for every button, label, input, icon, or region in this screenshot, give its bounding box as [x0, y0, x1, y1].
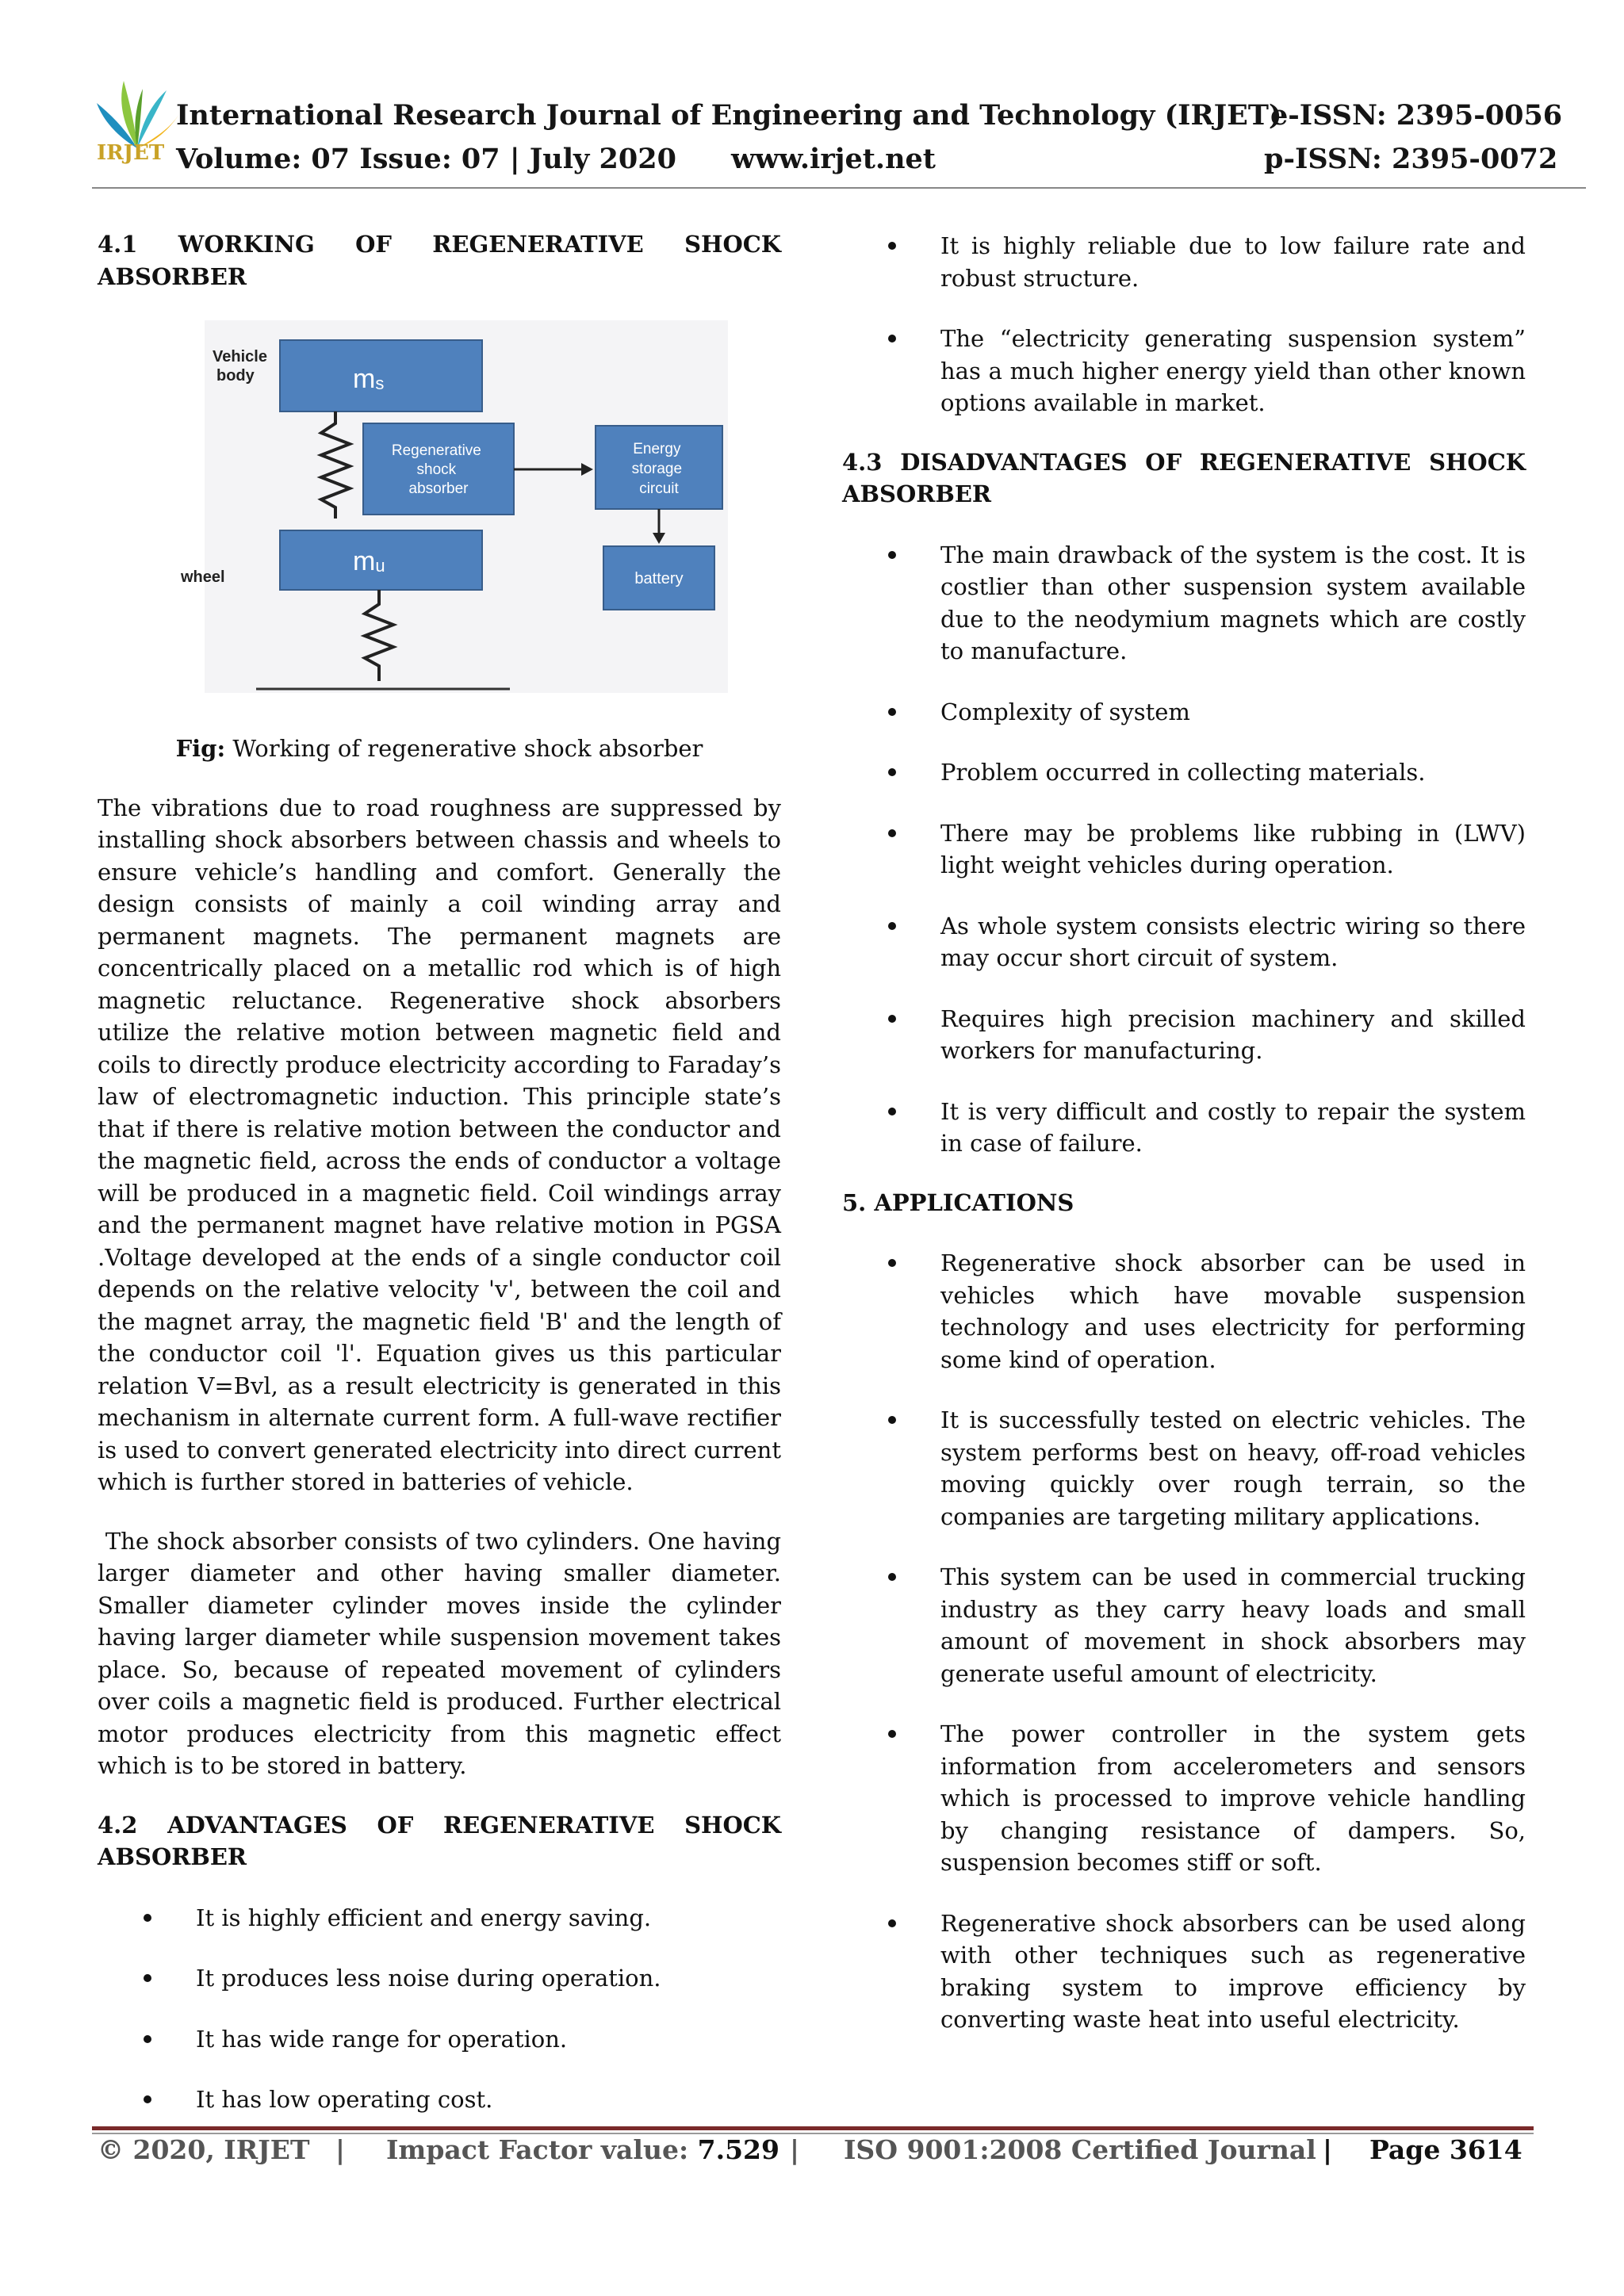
- logo-wordmark: IRJET: [97, 141, 165, 165]
- list-item: The power controller in the system gets information from accelerometers and sensors which is processed to improve vehicle handling by changing resistance of dampers. So, suspension becomes stiff or soft.: [842, 1718, 1526, 1879]
- caption-label: Fig:: [175, 735, 226, 762]
- list-item: Problem occurred in collecting materials.: [842, 756, 1526, 789]
- footer-iso: ISO 9001:2008 Certified Journal: [844, 2134, 1316, 2165]
- list-item: This system can be used in commercial trucking industry as they carry heavy loads and small amount of movement in shock absorbers may generate useful amount of electricity.: [842, 1561, 1526, 1689]
- footer-separator: |: [790, 2134, 800, 2165]
- volume-issue: Volume: 07 Issue: 07 | July 2020: [176, 143, 676, 175]
- footer-impact-factor: [386, 2134, 779, 2165]
- right-column: [842, 230, 1526, 2036]
- wheel-label: wheel: [181, 568, 225, 586]
- header-divider: [92, 187, 1586, 189]
- sprung-mass-label: ms: [353, 364, 385, 394]
- working-paragraph-1: The vibrations due to road roughness are suppressed by installing shock absorbers between chassis and wheels to ensure vehicle’s handling and comfort. Generally the design consists of mainly a coil winding array and permanent magnets. The permanent magnets are concentrically placed on a metallic rod which is of high magnetic reluctance. Regenerative shock absorbers utilize the relative motion between magnetic field and coils to directly produce electricity according to Faraday’s law of electromagnetic induction. This principle state’s that if there is relative motion between the conductor and the magnetic field, across the ends of conductor a voltage will be produced in a magnetic field. Coil windings array and the permanent magnet have relative motion in PGSA .Voltage developed at the ends of a single conductor coil depends on the relative velocity 'v', between the coil and the magnet array, the magnetic field 'B' and the length of the conductor coil 'l'. Equation gives us this particular relation V=Bvl, as a result electricity is generated in this mechanism in alternate current form. A full-wave rectifier is used to convert generated electricity into direct current which is further stored in batteries of vehicle.: [98, 794, 781, 1495]
- energy-line1: Energy: [633, 441, 681, 457]
- list-item: Complexity of system: [842, 696, 1526, 729]
- impact-value: 7.529: [697, 2134, 779, 2165]
- website: www.irjet.net: [731, 143, 936, 175]
- footer-separator: |: [335, 2134, 346, 2165]
- energy-storage-label: [632, 441, 687, 497]
- eissn: e-ISSN: 2395-0056: [1270, 99, 1563, 132]
- advantages-list-continued: [842, 230, 1526, 419]
- regen-line2: shock: [416, 461, 457, 478]
- footer-divider: [92, 2126, 1534, 2130]
- bullet-icon: [888, 768, 896, 776]
- list-item: It is very difficult and costly to repair the system in case of failure.: [842, 1096, 1526, 1160]
- unsprung-mass-label: mu: [353, 546, 385, 576]
- pissn: p-ISSN: 2395-0072: [1264, 143, 1558, 175]
- bullet-icon: [144, 2095, 151, 2103]
- bullet-icon: [888, 922, 896, 930]
- page-footer: [98, 2134, 1525, 2174]
- list-item: It has low operating cost.: [98, 2084, 781, 2116]
- list-item: The “electricity generating suspension system” has a much higher energy yield than other known options available in market.: [842, 323, 1526, 419]
- bullet-icon: [888, 1108, 896, 1115]
- bullet-icon: [144, 1914, 151, 1922]
- energy-line2: storage: [631, 461, 683, 477]
- section-4-1-title: 4.1 WORKING OF REGENERATIVE SHOCK ABSORBER: [98, 231, 781, 290]
- list-item: As whole system consists electric wiring so there may occur short circuit of system.: [842, 910, 1526, 974]
- applications-list: [842, 1247, 1526, 2036]
- bullet-icon: [888, 1919, 896, 1927]
- regenerative-shock-absorber-diagram: [98, 320, 781, 701]
- battery-label: battery: [634, 570, 684, 587]
- bullet-icon: [144, 2035, 151, 2043]
- list-item: It produces less noise during operation.: [98, 1962, 781, 1995]
- list-item: Requires high precision machinery and skilled workers for manufacturing.: [842, 1003, 1526, 1067]
- list-item: Regenerative shock absorber can be used in vehicles which have movable suspension technology and uses electricity for performing some kind of operation.: [842, 1247, 1526, 1376]
- regen-line1: Regenerative: [391, 442, 481, 459]
- figure-caption: [98, 733, 781, 765]
- list-item: It has wide range for operation.: [98, 2023, 781, 2056]
- energy-line3: circuit: [639, 480, 679, 497]
- bullet-icon: [888, 551, 896, 559]
- footer-page-number: Page 3614: [1369, 2134, 1522, 2165]
- advantages-list: [98, 1902, 781, 2116]
- regen-line3: absorber: [408, 480, 469, 497]
- impact-label: Impact Factor value:: [386, 2134, 698, 2165]
- section-4-3-title: 4.3 DISADVANTAGES OF REGENERATIVE SHOCK ABSORBER: [842, 448, 1526, 507]
- list-item: It is highly reliable due to low failure rate and robust structure.: [842, 230, 1526, 294]
- list-item: Regenerative shock absorbers can be used along with other techniques such as regenerative braking system to improve efficiency by converting waste heat into useful electricity.: [842, 1908, 1526, 2036]
- page-header: [0, 0, 1624, 190]
- bullet-icon: [888, 1259, 896, 1267]
- bullet-icon: [888, 708, 896, 716]
- footer-separator: |: [1323, 2134, 1333, 2165]
- bullet-icon: [888, 829, 896, 837]
- bullet-icon: [888, 1416, 896, 1424]
- vehicle-body-line2: body: [216, 367, 255, 385]
- vehicle-body-line1: Vehicle: [213, 348, 267, 365]
- bullet-icon: [888, 1730, 896, 1738]
- bullet-icon: [888, 1573, 896, 1581]
- caption-text: Working of regenerative shock absorber: [225, 735, 703, 762]
- disadvantages-list: [842, 539, 1526, 1160]
- list-item: The main drawback of the system is the cost. It is costlier than other suspension system available due to the neodymium magnets which are costly to manufacture.: [842, 539, 1526, 668]
- bullet-icon: [888, 1015, 896, 1023]
- list-item: It is successfully tested on electric vehicles. The system performs best on heavy, off-road vehicles moving quickly over rough terrain, so the companies are targeting military applications.: [842, 1404, 1526, 1533]
- journal-title: International Research Journal of Engineering and Technology (IRJET): [176, 99, 1282, 132]
- working-paragraph-2: The shock absorber consists of two cylinders. One having larger diameter and other having smaller diameter. Smaller diameter cylinder moves inside the cylinder having larger diameter while suspension movement takes place. So, because of repeated movement of cylinders over coils a magnetic field is produced. Further electrical motor produces electricity from this magnetic effect which is to be stored in battery.: [98, 1527, 789, 1779]
- section-5-title: 5. APPLICATIONS: [842, 1188, 1074, 1216]
- left-column: [98, 228, 789, 2116]
- bullet-icon: [144, 1974, 151, 1982]
- list-item: It is highly efficient and energy saving.: [98, 1902, 781, 1934]
- bullet-icon: [888, 242, 896, 250]
- bullet-icon: [888, 335, 896, 342]
- section-4-2-title: 4.2 ADVANTAGES OF REGENERATIVE SHOCK ABSORBER: [98, 1811, 781, 1870]
- list-item: There may be problems like rubbing in (LWV) light weight vehicles during operation.: [842, 817, 1526, 882]
- footer-copyright: © 2020, IRJET: [98, 2134, 310, 2165]
